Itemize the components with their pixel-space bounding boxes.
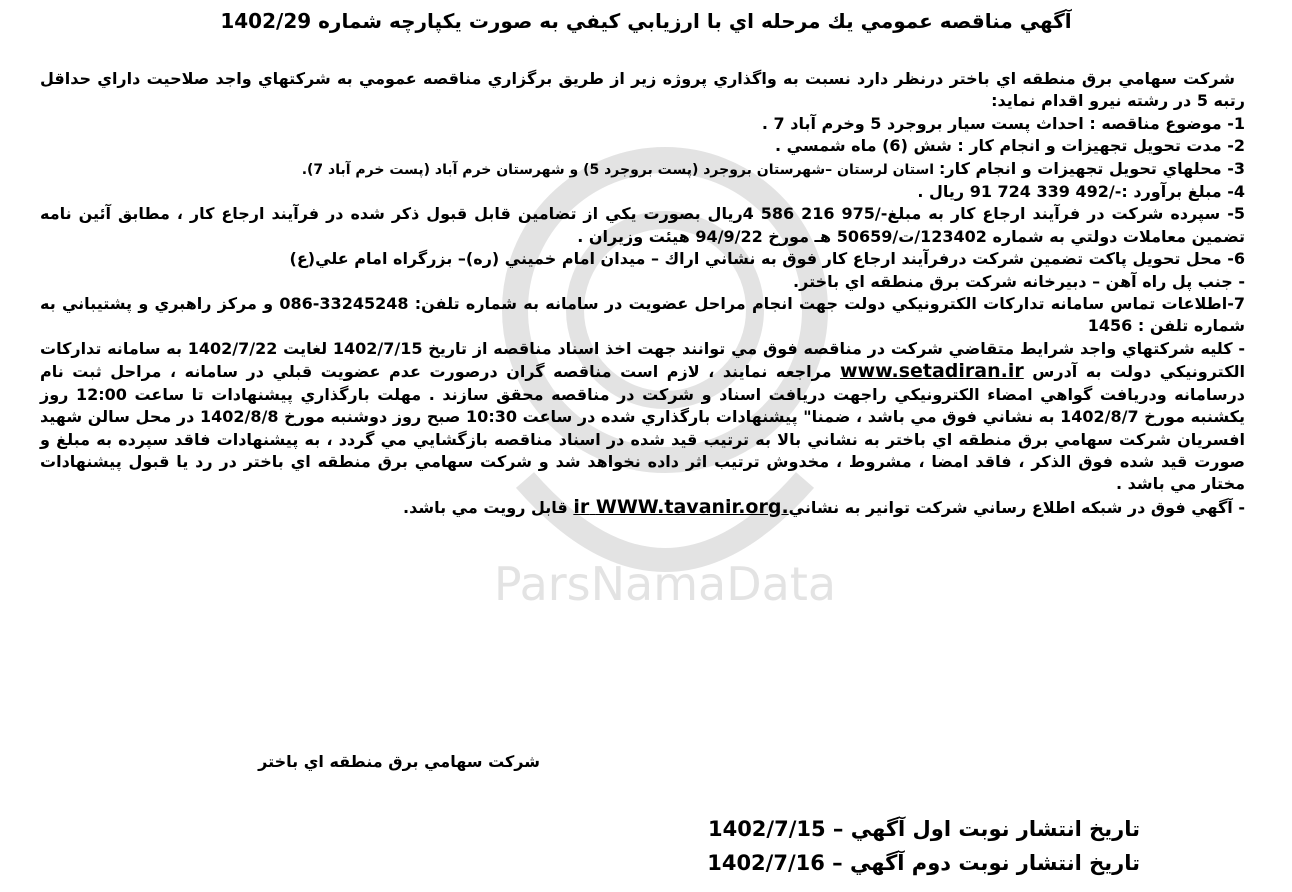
item-5: 5- سپرده شركت در فرآيند ارجاع كار به مبلغ-/975 216 586 4ريال بصورت يكي از تضامين قابل قبول ذكر شده در فرآيند ارجاع كار ، مطابق آئين نامه تضمين معاملات دولتي به شماره 123402/ت/50659 هـ مورخ 94/9/22 هيئت وزيران .: [40, 204, 1245, 246]
tavanir-link[interactable]: [573, 496, 788, 518]
item-4: 4- مبلغ برآورد :-/492 339 724 91 ريال .: [917, 182, 1245, 202]
conditions-part-2: مراجعه نمايند ، لازم است مناقصه گران درصورت عدم عضويت قبلي در سامانه ، مراحل ثبت نام درسامانه ودريافت گواهي امضاء الكترونيكي راجهت دريافت اسناد و شركت در مناقصه محقق سازند . مهلت بارگذاري پيشنهادات تا ساعت 12:00 روز يكشنبه مورخ 1402/8/7 به نشاني فوق مي باشد ، ضمنا" پيشنهادات بارگذاري شده در ساعت 10:30 صبح روز دوشنبه مورخ 1402/8/8 در محل سالن شهيد افسريان شركت سهامي برق منطقه اي باختر به نشاني بالا به ترتيب قيد شده در اسناد مناقصه بازگشايي مي گردد ، به پيشنهادات فاقد سپرده به مبلغ و صورت قيد شده فوق الذكر ، فاقد امضا ، مشروط ، مخدوش ترتيب اثر داده نخواهد شد و شركت سهامي برق منطقه اي باختر در رد يا قبول پيشنهادات مختار مي باشد .: [40, 362, 1246, 494]
setadiran-link[interactable]: www.setadiran.ir: [840, 360, 1024, 383]
company-signature: شركت سهامي برق منطقه اي باختر: [258, 752, 540, 771]
notice-body: [40, 68, 1245, 519]
notice-title: آگهي مناقصه عمومي يك مرحله اي با ارزيابي كيفي به صورت يكپارچه شماره 1402/29: [220, 9, 1072, 33]
publish-date-first: تاريخ انتشار نوبت اول آگهي – 1402/7/15: [707, 817, 1140, 841]
announce-suffix: قابل رويت مي باشد.: [403, 497, 574, 517]
item-3: [40, 158, 1245, 181]
announce-paragraph: [40, 496, 1245, 519]
intro-paragraph: شركت سهامي برق منطقه اي باختر درنظر دارد نسبت به واگذاري پروژه زير از طريق برگزاري مناقصه عمومي به شركتهاي واجد صلاحيت داراي حداقل رتبه 5 در رشته نيرو اقدام نمايد:: [40, 69, 1245, 111]
announce-prefix: - آگهي فوق در شبكه اطلاع رساني شركت توانير به نشاني: [788, 497, 1245, 517]
watermark-text: ParsNamaData: [493, 557, 837, 611]
tavanir-link-ir: .ir: [573, 495, 789, 518]
conditions-part-1: - كليه شركتهاي واجد شرايط متقاضي شركت در مناقصه فوق مي توانند جهت اخذ اسناد مناقصه از تاريخ 1402/7/15 لغايت 1402/7/22 به سامانه تداركات الكترونيكي دولت به آدرس: [40, 338, 1246, 382]
item-3-value: استان لرستان –شهرستان بروجرد (پست بروجرد 5) و شهرستان خرم آباد (پست خرم آباد 7).: [301, 161, 939, 178]
tavanir-link-main: WWW.tavanir.org: [595, 495, 782, 518]
item-7: 7-اطلاعات تماس سامانه تداركات الكترونيكي دولت جهت انجام مراحل عضويت در سامانه به شماره تلفن: 33245248-086 و مركز راهبري و پشتيباني به شماره تلفن : 1456: [40, 294, 1246, 336]
item-2: 2- مدت تحويل تجهيزات و انجام كار : شش (6) ماه شمسي .: [775, 136, 1245, 156]
conditions-paragraph: [40, 338, 1245, 496]
publish-date-second: تاريخ انتشار نوبت دوم آگهي – 1402/7/16: [707, 851, 1140, 875]
item-6: 6- محل تحويل پاكت تضمين شركت درفرآيند ارجاع كار فوق به نشاني اراك – ميدان امام خميني (ره)– بزرگراه امام علي(ع): [289, 249, 1245, 269]
item-1: 1- موضوع مناقصه : احداث پست سيار بروجرد 5 وخرم آباد 7 .: [761, 113, 1245, 133]
item-6-continued: - جنب پل راه آهن – دبيرخانه شركت برق منطقه اي باختر.: [793, 271, 1245, 291]
publish-dates: [620, 812, 1140, 880]
item-3-label: 3- محلهاي تحويل تجهيزات و انجام كار:: [938, 158, 1245, 178]
